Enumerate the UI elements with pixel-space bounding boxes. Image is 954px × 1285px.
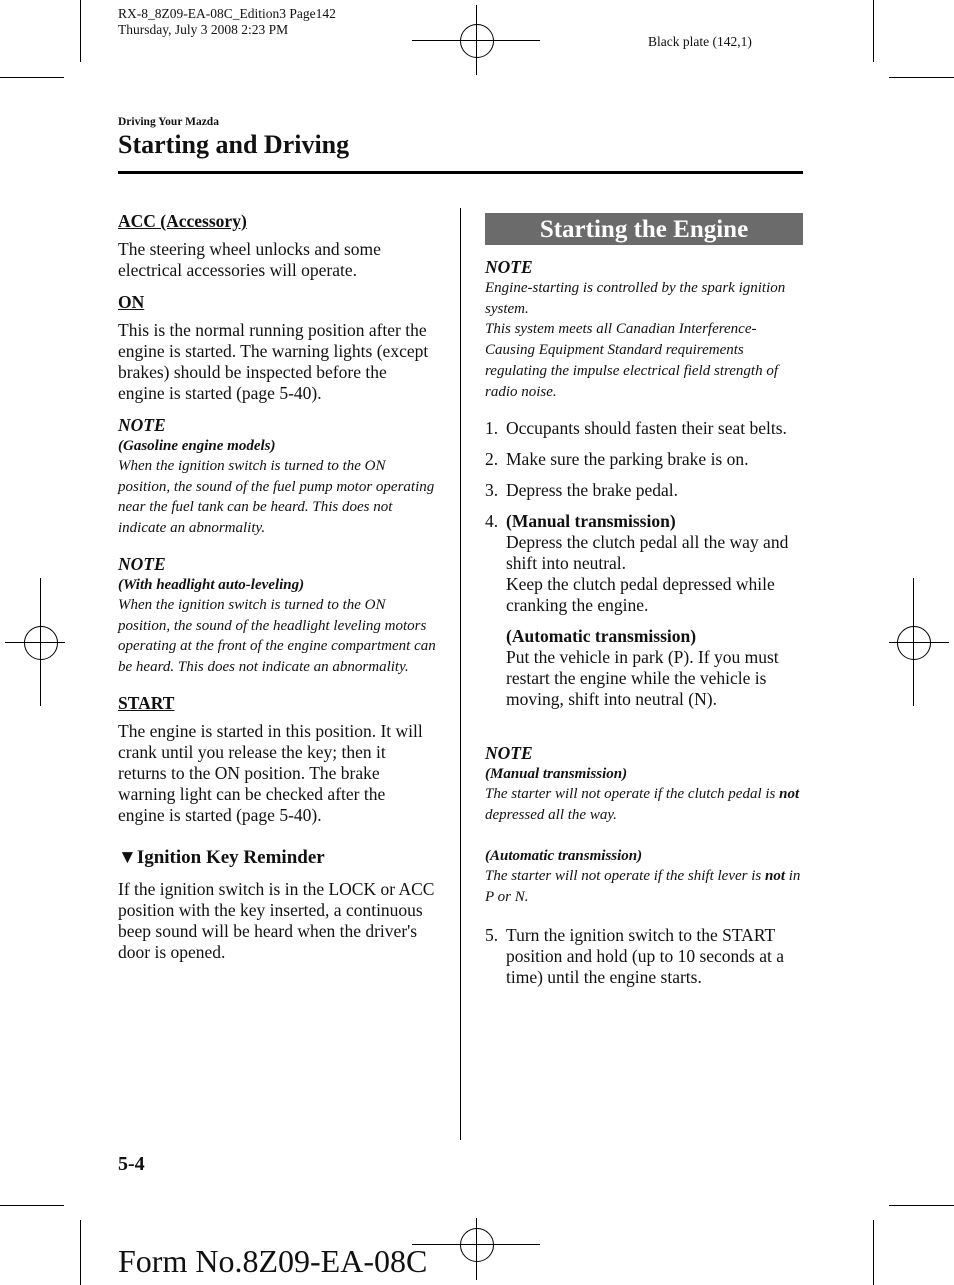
list-item — [485, 480, 803, 501]
reminder-text: If the ignition switch is in the LOCK or ACC position with the key inserted, a continuous beep sound will be heard when the driver's door is opened. — [118, 878, 435, 962]
triangle-down-icon: ▼ — [118, 846, 137, 868]
step-number: 3. — [485, 480, 499, 500]
step-subheading: (Manual transmission) — [506, 511, 676, 531]
note-heading: NOTE — [118, 415, 166, 435]
reminder-heading-label: Ignition Key Reminder — [136, 846, 325, 868]
step-text: Depress the clutch pedal all the way and shift into neutral. — [506, 532, 789, 573]
step-text: Make sure the parking brake is on. — [506, 449, 749, 469]
note-text: The starter will not operate if the clutch pedal is not depressed all the way. — [485, 786, 800, 823]
page-number: 5-4 — [118, 1153, 145, 1175]
title-rule — [118, 171, 803, 174]
list-item — [485, 449, 803, 470]
plate-label: Black plate (142,1) — [648, 34, 752, 49]
print-date-line: Thursday, July 3 2008 2:23 PM — [118, 22, 289, 37]
note-subheading: (With headlight auto-leveling) — [118, 576, 305, 593]
step-text: Keep the clutch pedal depressed while cranking the engine. — [506, 574, 775, 615]
left-column — [118, 211, 436, 963]
steps-list-a — [485, 418, 803, 710]
page-title: Starting and Driving — [118, 130, 350, 159]
acc-text: The steering wheel unlocks and some electrical accessories will operate. — [118, 239, 381, 280]
start-text: The engine is started in this position. It will crank until you release the key; then it returns to the ON position. The brake warning light can be checked after the engine is started (page 5-40). — [118, 720, 423, 825]
note-heading: NOTE — [485, 743, 533, 763]
steps-list-b — [485, 925, 803, 988]
note-text: This system meets all Canadian Interference-Causing Equipment Standard requirements regulating the impulse electrical field strength of radio noise. — [485, 321, 779, 400]
step-text: Occupants should fasten their seat belts. — [506, 418, 787, 438]
note-text: When the ignition switch is turned to the ON position, the sound of the headlight leveling motors operating at the front of the engine compartment can be heard. This does not indicate an abnormality. — [118, 596, 436, 675]
note-subheading: (Gasoline engine models) — [118, 438, 276, 454]
on-heading: ON — [118, 292, 145, 312]
form-number: Form No.8Z09-EA-08C — [118, 1243, 428, 1279]
reminder-heading — [118, 847, 436, 869]
step-text: Depress the brake pedal. — [506, 480, 679, 500]
column-divider — [460, 208, 461, 1140]
acc-heading: ACC (Accessory) — [118, 211, 247, 231]
list-item — [485, 925, 803, 988]
right-note — [485, 257, 803, 402]
start-heading: START — [118, 692, 175, 713]
section-label: Driving Your Mazda — [118, 116, 219, 128]
step-number: 2. — [485, 449, 499, 469]
list-item — [485, 418, 803, 439]
note-text: Engine-starting is controlled by the spark ignition system. — [485, 280, 786, 317]
note-text: The starter will not operate if the shift lever is not in P or N. — [485, 868, 801, 906]
note-subheading: (Manual transmission) — [485, 766, 628, 782]
note-text: When the ignition switch is turned to the ON position, the sound of the fuel pump motor operating near the fuel tank can be heard. This does not indicate an abnormality. — [118, 458, 435, 537]
right-note-2 — [485, 743, 803, 908]
note-heading: NOTE — [118, 553, 166, 574]
step-number: 4. — [485, 511, 499, 531]
step-number: 1. — [485, 418, 499, 438]
list-item — [485, 511, 803, 710]
step-number: 5. — [485, 925, 499, 945]
section-banner: Starting the Engine — [485, 213, 803, 245]
step-text: Put the vehicle in park (P). If you must restart the engine while the vehicle is moving, shift into neutral (N). — [506, 647, 779, 709]
step-text: Turn the ignition switch to the START position and hold (up to 10 seconds at a time) until the engine starts. — [506, 925, 785, 987]
on-text: This is the normal running position after the engine is started. The warning lights (except brakes) should be inspected before the engine is started (page 5-40). — [118, 320, 429, 403]
print-file-line: RX-8_8Z09-EA-08C_Edition3 Page142 — [118, 6, 336, 21]
step-subheading: (Automatic transmission) — [506, 626, 697, 646]
note-heading: NOTE — [485, 257, 533, 277]
note-subheading: (Automatic transmission) — [485, 848, 643, 865]
